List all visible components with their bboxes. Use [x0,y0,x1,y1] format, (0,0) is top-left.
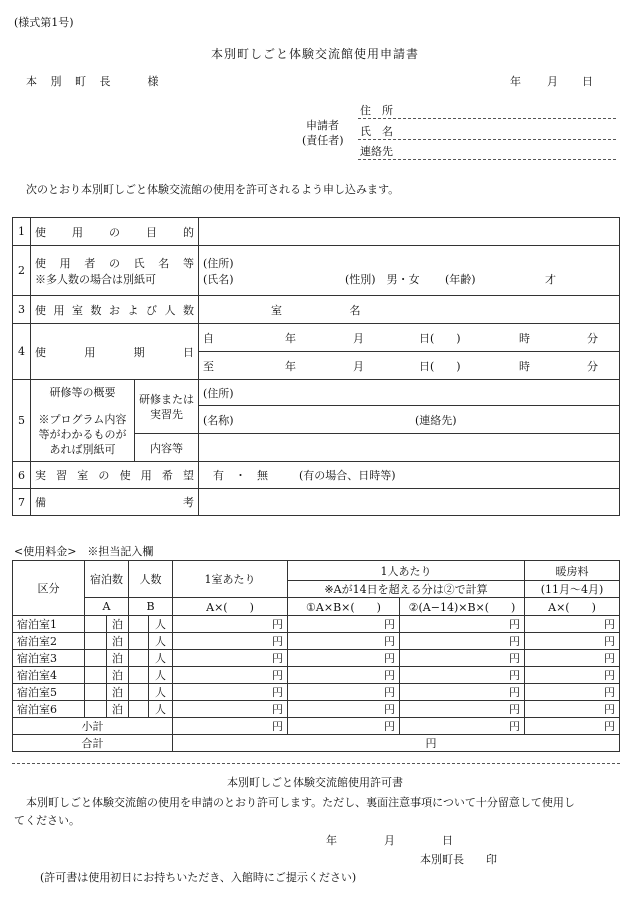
lab-note: (有の場合、日時等) [299,469,396,482]
nights-unit: 泊 [107,667,129,684]
per-room-fee[interactable]: 円 [173,667,288,684]
per-person-fee-1[interactable]: 円 [288,633,400,650]
name-caption: (氏名) [203,272,234,286]
period-to-field[interactable] [199,352,620,380]
nights-unit: 泊 [107,633,129,650]
age-unit: 才 [545,272,556,286]
room-name: 宿泊室4 [13,667,85,684]
room-name: 宿泊室3 [13,650,85,667]
heating-fee[interactable]: 円 [525,701,620,718]
remarks-field[interactable] [199,489,620,516]
user-name-label: 使 用 者 の 氏 名 等 ※多人数の場合は別紙可 [31,246,199,296]
per-room-fee[interactable]: 円 [173,616,288,633]
per-person-header: 1人あたり [288,561,525,581]
total-label: 合計 [13,735,173,752]
row-number: 2 [13,246,31,296]
per-person-fee-1[interactable]: 円 [288,650,400,667]
address-caption: (住所) [203,256,234,270]
permit-year: 年 [326,834,337,847]
subtotal-row [13,718,620,735]
application-table [12,217,620,516]
subtotal-label: 小計 [13,718,173,735]
per-person-fee-1[interactable]: 円 [288,667,400,684]
gender-caption: (性別) 男・女 [345,272,420,286]
subtotal-heat[interactable]: 円 [525,718,620,735]
to-day: 日( ) [419,359,461,373]
people-value[interactable] [129,616,149,633]
period-label: 使 用 期 日 [31,324,199,380]
applicant-address-label: 住 所 [360,104,393,117]
room-name: 宿泊室2 [13,633,85,650]
training-overview-label: 研修等の概要 ※プログラム内容 等がわかるものが あれば別紙可 [31,380,135,462]
rooms-field[interactable] [199,296,620,324]
people-unit: 人 [149,701,173,718]
lab-label: 実 習 室 の 使 用 希 望 [31,462,199,489]
heating-header: 暖房料 [525,561,620,581]
user-name-row [13,246,620,296]
subtotal-room[interactable]: 円 [173,718,288,735]
from-hour: 時 [519,331,530,345]
per-person-fee-1[interactable]: 円 [288,684,400,701]
cut-line [12,763,620,764]
row-number: 5 [13,380,31,462]
subheader-a: A [85,598,129,616]
heating-fee[interactable]: 円 [525,650,620,667]
nights-value[interactable] [85,701,107,718]
heating-fee[interactable]: 円 [525,667,620,684]
remarks-label: 備 考 [31,489,199,516]
per-person-fee-2[interactable]: 円 [400,633,525,650]
room-name: 宿泊室1 [13,616,85,633]
permit-note: (許可書は使用初日にお持ちいただき、入館時にご提示ください) [40,871,357,884]
room-name: 宿泊室6 [13,701,85,718]
age-caption: (年齢) [445,272,476,286]
people-value[interactable] [129,667,149,684]
nights-value[interactable] [85,684,107,701]
training-content-label: 内容等 [135,434,199,462]
nights-value[interactable] [85,633,107,650]
permit-month: 月 [384,834,395,847]
people-unit: 人 [149,650,173,667]
training-destination-label: 研修または 実習先 [135,380,199,434]
form-number: (様式第1号) [14,16,74,29]
per-room-header: 1室あたり [173,561,288,598]
subheader-heat: A×( ) [525,598,620,616]
permit-day: 日 [442,834,453,847]
training-name-field[interactable]: (名称) (連絡先) [199,406,620,434]
purpose-row [13,218,620,246]
nights-unit: 泊 [107,650,129,667]
to-year: 年 [285,359,296,373]
row-number: 6 [13,462,31,489]
nights-header: 宿泊数 [85,561,129,598]
subtotal-p1[interactable]: 円 [288,718,400,735]
heating-fee[interactable]: 円 [525,684,620,701]
people-unit: 名 [349,303,361,317]
to-minute: 分 [587,359,598,373]
applicant-contact-label: 連絡先 [360,145,393,158]
permit-title: 本別町しごと体験交流館使用許可書 [227,776,403,789]
per-person-fee-2[interactable]: 円 [400,650,525,667]
permit-signer: 本別町長 印 [420,853,497,866]
room-row [13,650,620,667]
applicant-name-label: 氏 名 [360,125,393,138]
applicant-sublabel: (責任者) [302,134,344,147]
lab-field[interactable] [199,462,620,489]
nights-unit: 泊 [107,616,129,633]
fee-header-row [13,561,620,581]
per-person-fee-2[interactable]: 円 [400,667,525,684]
room-name: 宿泊室5 [13,684,85,701]
rooms-row [13,296,620,324]
per-person-note: ※Aが14日を超える分は②で計算 [288,581,525,598]
row-number: 4 [13,324,31,380]
people-value[interactable] [129,684,149,701]
permit-text-line1: 本別町しごと体験交流館の使用を申請のとおり許可します。ただし、裏面注意事項について十分留意して使用し [26,796,575,809]
people-unit: 人 [149,684,173,701]
subheader-b: B [129,598,173,616]
per-person-fee-1[interactable]: 円 [288,701,400,718]
nights-unit: 泊 [107,701,129,718]
period-row-from [13,324,620,352]
purpose-label: 使 用 の 目 的 [31,218,199,246]
nights-value[interactable] [85,650,107,667]
people-header: 人数 [129,561,173,598]
per-person-fee-2[interactable]: 円 [400,616,525,633]
permit-text-line2: てください。 [14,814,80,827]
nights-unit: 泊 [107,684,129,701]
request-text: 次のとおり本別町しごと体験交流館の使用を許可されるよう申し込みます。 [26,183,400,196]
from-minute: 分 [587,331,598,345]
from-day: 日( ) [419,331,461,345]
room-row [13,684,620,701]
people-unit: 人 [149,616,173,633]
date-year: 年 [510,75,521,88]
user-name-field[interactable] [199,246,620,296]
date-day: 日 [582,75,593,88]
total-amount[interactable]: 円 [173,735,620,752]
per-person-fee-2[interactable]: 円 [400,701,525,718]
room-row [13,616,620,633]
per-room-fee[interactable]: 円 [173,684,288,701]
contact-line[interactable] [358,159,616,160]
per-room-fee[interactable]: 円 [173,633,288,650]
room-row [13,633,620,650]
people-value[interactable] [129,633,149,650]
purpose-field[interactable] [199,218,620,246]
from-label: 自 [203,331,214,345]
people-value[interactable] [129,650,149,667]
name-line[interactable] [358,139,616,140]
room-row [13,701,620,718]
per-person-fee-1[interactable]: 円 [288,616,400,633]
nights-value[interactable] [85,616,107,633]
date-month: 月 [547,75,558,88]
per-room-fee[interactable]: 円 [173,701,288,718]
row-number: 7 [13,489,31,516]
nights-value[interactable] [85,667,107,684]
training-address-field[interactable]: (住所) [199,380,620,406]
applicant-label: 申請者 [306,119,339,132]
row-number: 1 [13,218,31,246]
subheader-room: A×( ) [173,598,288,616]
lab-choice[interactable]: 有 ・ 無 [213,469,268,482]
user-name-note: ※多人数の場合は別紙可 [35,272,156,286]
lab-row [13,462,620,489]
room-unit: 室 [271,303,282,317]
people-unit: 人 [149,667,173,684]
fee-table [12,560,620,752]
per-room-fee[interactable]: 円 [173,650,288,667]
heating-period: (11月～4月) [525,581,620,598]
remarks-row [13,489,620,516]
fee-subheader-row [13,598,620,616]
category-header: 区分 [13,561,85,616]
to-month: 月 [353,359,364,373]
fee-heading: <使用料金> ※担当記入欄 [14,545,154,558]
address-line[interactable] [358,118,616,119]
training-content-field[interactable] [199,434,620,462]
to-label: 至 [203,359,214,373]
people-unit: 人 [149,633,173,650]
from-month: 月 [353,331,364,345]
heating-fee[interactable]: 円 [525,616,620,633]
training-row-address [13,380,620,406]
heating-fee[interactable]: 円 [525,633,620,650]
page-title: 本別町しごと体験交流館使用申請書 [210,47,419,61]
per-person-fee-2[interactable]: 円 [400,684,525,701]
total-row [13,735,620,752]
subtotal-p2[interactable]: 円 [400,718,525,735]
people-value[interactable] [129,701,149,718]
subheader-p1: ①A×B×( ) [288,598,400,616]
addressee: 本 別 町 長 様 [26,75,164,88]
from-year: 年 [285,331,296,345]
subheader-p2: ②(A−14)×B×( ) [400,598,525,616]
rooms-label: 使 用 室 数 お よ び 人 数 [31,296,199,324]
to-hour: 時 [519,359,530,373]
room-row [13,667,620,684]
row-number: 3 [13,296,31,324]
period-from-field[interactable] [199,324,620,352]
